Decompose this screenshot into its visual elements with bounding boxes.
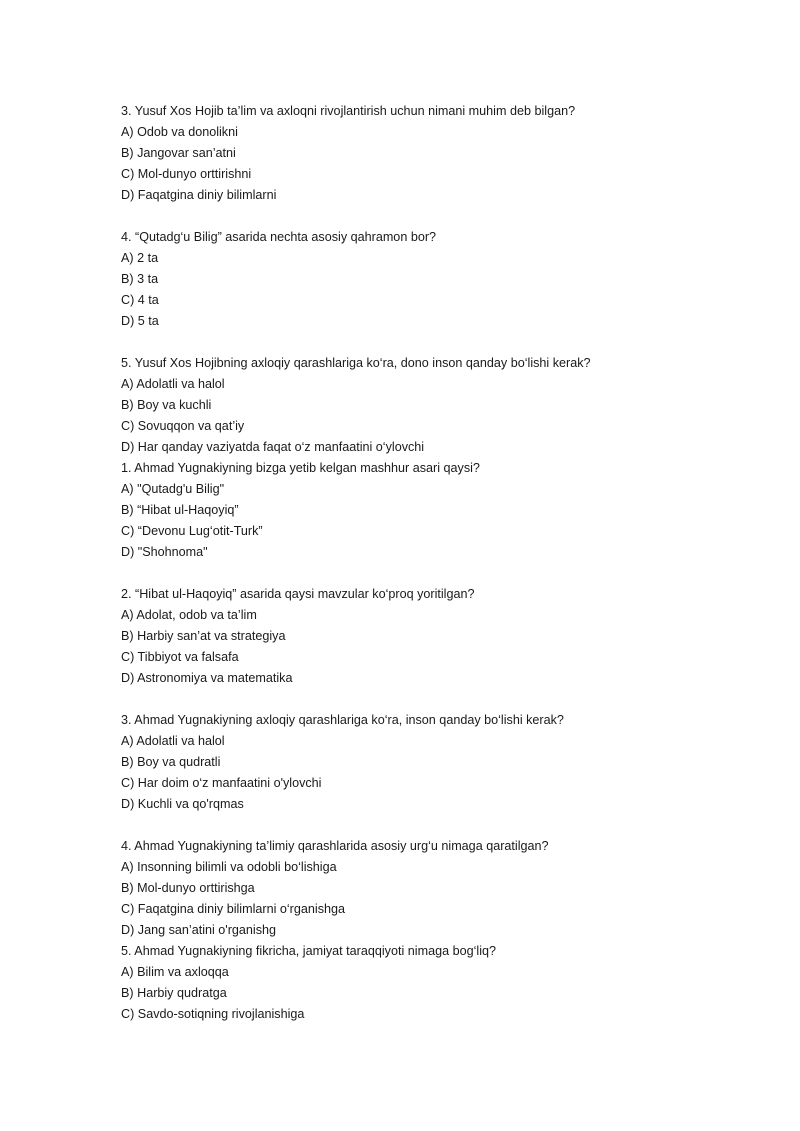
answer-option: A) Adolatli va halol bbox=[121, 377, 225, 391]
answer-option: B) Jangovar san’atni bbox=[121, 146, 236, 160]
question-text: 4. “Qutadg‘u Bilig” asarida nechta asosiy qahramon bor? bbox=[121, 230, 437, 244]
answer-option: D) Faqatgina diniy bilimlarni bbox=[121, 188, 277, 202]
answer-option: C) 4 ta bbox=[121, 293, 159, 307]
question-text: 3. Ahmad Yugnakiyning axloqiy qarashlariga ko‘ra, inson qanday bo‘lishi kerak? bbox=[121, 713, 564, 727]
answer-option: A) Odob va donolikni bbox=[121, 125, 238, 139]
block-spacer bbox=[121, 689, 741, 710]
answer-option: D) "Shohnoma" bbox=[121, 545, 208, 559]
answer-option: C) Tibbiyot va falsafa bbox=[121, 650, 239, 664]
answer-option: C) Faqatgina diniy bilimlarni o‘rganishga bbox=[121, 902, 346, 916]
question-text: 5. Yusuf Xos Hojibning axloqiy qarashlariga ko‘ra, dono inson qanday bo‘lishi kerak? bbox=[121, 356, 591, 370]
answer-option: D) Kuchli va qo'rqmas bbox=[121, 797, 244, 811]
answer-option: A) "Qutadg'u Bilig" bbox=[121, 482, 225, 496]
answer-option: C) Har doim o‘z manfaatini o'ylovchi bbox=[121, 776, 322, 790]
answer-option: D) 5 ta bbox=[121, 314, 159, 328]
question-text: 1. Ahmad Yugnakiyning bizga yetib kelgan mashhur asari qaysi? bbox=[121, 461, 480, 475]
question-block bbox=[121, 836, 741, 941]
answer-option: D) Astronomiya va matematika bbox=[121, 671, 293, 685]
quiz-content bbox=[121, 101, 741, 1025]
question-block bbox=[121, 941, 741, 1025]
block-spacer bbox=[121, 206, 741, 227]
question-text: 3. Yusuf Xos Hojib ta’lim va axloqni rivojlantirish uchun nimani muhim deb bilgan? bbox=[121, 104, 576, 118]
answer-option: C) Sovuqqon va qat’iy bbox=[121, 419, 245, 433]
answer-option: A) 2 ta bbox=[121, 251, 159, 265]
answer-option: B) “Hibat ul-Haqoyiq” bbox=[121, 503, 239, 517]
answer-option: C) Savdo-sotiqning rivojlanishiga bbox=[121, 1007, 305, 1021]
answer-option: B) Harbiy qudratga bbox=[121, 986, 227, 1000]
answer-option: B) Harbiy san’at va strategiya bbox=[121, 629, 286, 643]
answer-option: D) Jang san’atini o'rganishg bbox=[121, 923, 277, 937]
question-block bbox=[121, 227, 741, 332]
answer-option: A) Insonning bilimli va odobli bo‘lishiga bbox=[121, 860, 337, 874]
question-block bbox=[121, 101, 741, 206]
answer-option: B) Mol-dunyo orttirishga bbox=[121, 881, 255, 895]
question-block bbox=[121, 458, 741, 563]
answer-option: A) Adolatli va halol bbox=[121, 734, 225, 748]
question-text: 4. Ahmad Yugnakiyning ta’limiy qarashlarida asosiy urg‘u nimaga qaratilgan? bbox=[121, 839, 549, 853]
answer-option: C) “Devonu Lug‘otit-Turk” bbox=[121, 524, 263, 538]
block-spacer bbox=[121, 332, 741, 353]
question-text: 2. “Hibat ul-Haqoyiq” asarida qaysi mavzular ko‘proq yoritilgan? bbox=[121, 587, 475, 601]
answer-option: C) Mol-dunyo orttirishni bbox=[121, 167, 252, 181]
answer-option: B) Boy va qudratli bbox=[121, 755, 221, 769]
answer-option: D) Har qanday vaziyatda faqat o‘z manfaatini o‘ylovchi bbox=[121, 440, 425, 454]
answer-option: A) Adolat, odob va ta’lim bbox=[121, 608, 257, 622]
question-block bbox=[121, 353, 741, 458]
block-spacer bbox=[121, 563, 741, 584]
question-block bbox=[121, 710, 741, 815]
block-spacer bbox=[121, 815, 741, 836]
question-text: 5. Ahmad Yugnakiyning fikricha, jamiyat taraqqiyoti nimaga bog‘liq? bbox=[121, 944, 497, 958]
answer-option: B) 3 ta bbox=[121, 272, 159, 286]
answer-option: A) Bilim va axloqqa bbox=[121, 965, 229, 979]
answer-option: B) Boy va kuchli bbox=[121, 398, 212, 412]
question-block bbox=[121, 584, 741, 689]
